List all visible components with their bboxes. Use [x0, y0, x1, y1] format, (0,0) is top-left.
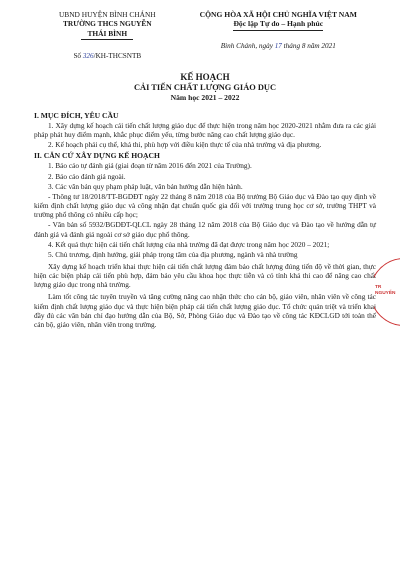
title-line-1: KẾ HOẠCH: [180, 71, 230, 82]
issuing-organization: [34, 10, 181, 62]
section-1-heading: I. MỤC ĐÍCH, YÊU CẦU: [34, 110, 119, 120]
document-header: [34, 10, 376, 62]
stamp-text-line-1: TR: [375, 285, 382, 290]
body-paragraph-1: Xây dựng kế hoạch triển khai thực hiện cải tiến chất lượng đảm bảo chất lượng đúng tiến độ về thời gian, thực hiện các biện pháp cải tiến phù hợp, đảm bảo yêu cầu khoa học thực tiễn và có tính khả thi cao để nâng cao chất lượng giáo dục trong nhà trường.: [34, 261, 376, 290]
date-prefix: Bình Chánh, ngày: [220, 41, 273, 50]
national-heading: [181, 10, 376, 62]
section-2-item-5: 5. Chủ trương, định hướng, giải pháp trọng tâm của địa phương, ngành và nhà trường: [48, 249, 298, 259]
section-2-item-4: 4. Kết quả thực hiện cải tiến chất lượng của nhà trường đã đạt được trong năm học 2020 – 2021;: [48, 239, 330, 249]
body-paragraph-2: Làm tốt công tác tuyên truyền và tăng cường nâng cao nhận thức cho cán bộ, giáo viên, nhân viên về công tác kiểm định chất lượng giáo dục và thực hiện biện pháp cải tiến chất lượng giáo dục. Tổ chức quán triệt và triển khai đầy đủ các văn bản chỉ đạo hướng dẫn của Bộ, Sở, Phòng Giáo dục và Đào tạo về công tác KĐCLGD tới toàn thể cán bộ, giáo viên, nhân viên trong trường.: [34, 292, 376, 329]
section-2-item-2: 2. Báo cáo đánh giá ngoài.: [48, 171, 126, 181]
issue-date: [181, 42, 376, 51]
official-stamp: [374, 258, 400, 328]
nation-name: CỘNG HÒA XÃ HỘI CHỦ NGHĨA VIỆT NAM: [199, 10, 357, 19]
section-1-item-2: 2. Kế hoạch phải cụ thể, khả thi, phù hợp với điều kiện thực tế của nhà trường và địa phương.: [48, 140, 322, 150]
date-suffix: tháng 8 năm 2021: [283, 41, 336, 50]
org-line-3: THÁI BÌNH: [87, 28, 128, 38]
doc-number-handwritten: 326: [82, 52, 94, 61]
org-line-2: TRƯỜNG THCS NGUYỄN: [62, 19, 152, 29]
document-body: [34, 111, 376, 329]
stamp-lettering: [375, 285, 396, 297]
document-number: [34, 52, 181, 61]
section-2-item-1: 1. Báo cáo tự đánh giá (giai đoạn từ năm 2016 đến 2021 của Trường).: [48, 161, 252, 171]
org-underline-divider: [81, 39, 133, 40]
national-motto: Độc lập Tự do – Hạnh phúc: [233, 19, 323, 30]
title-line-3: Năm học 2021 – 2022: [170, 92, 240, 102]
doc-number-suffix: /KH-THCSNTB: [93, 52, 142, 61]
section-2-item-3: 3. Các văn bản quy phạm pháp luật, văn bản hướng dẫn hiện hành.: [48, 181, 243, 191]
section-2-item-3b: - Văn bản số 5932/BGDĐT-QLCL ngày 28 tháng 12 năm 2018 của Bộ Giáo dục và Đào tạo về hướng dẫn tự đánh giá và đánh giá ngoài cơ sở giáo dục phổ thông.: [34, 220, 376, 239]
date-day-handwritten: 17: [274, 41, 282, 50]
section-2-item-3a: - Thông tư 18/2018/TT-BGDĐT ngày 22 tháng 8 năm 2018 của Bộ trưởng Bộ Giáo dục và Đào tạo quy định về kiểm định chất lượng giáo dục và công nhận đạt chuẩn quốc gia đối với trường trung học cơ sở, trường THPT và trường phổ thông có nhiều cấp học;: [34, 191, 376, 220]
title-line-2: CẢI TIẾN CHẤT LƯỢNG GIÁO DỤC: [133, 82, 276, 92]
section-1-item-1: 1. Xây dựng kế hoạch cải tiến chất lượng giáo dục để thực hiện trong năm học 2020-2021 nhằm đưa ra các giải pháp phát huy điểm mạnh, khắc phục điểm yếu, từng bước nâng cao chất lượng giáo dục.: [34, 120, 376, 139]
org-line-1: UBND HUYỆN BÌNH CHÁNH: [58, 10, 156, 19]
doc-number-prefix: Số: [73, 52, 82, 61]
document-title: [34, 72, 376, 103]
stamp-text-line-2: NGUYỄN: [375, 291, 396, 296]
section-2-heading: II. CĂN CỨ XÂY DỰNG KẾ HOẠCH: [34, 151, 160, 161]
